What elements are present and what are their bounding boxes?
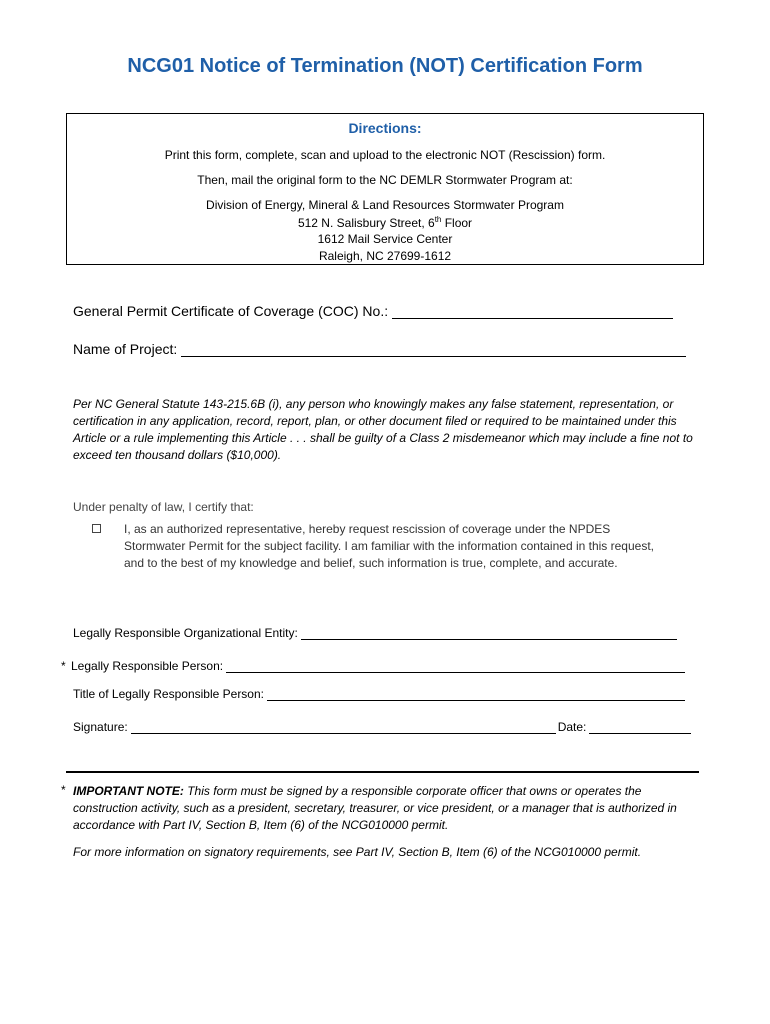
directions-heading: Directions:	[348, 120, 422, 136]
important-note	[73, 783, 693, 834]
address-line-2: 512 N. Salisbury Street, 6th Floor	[297, 215, 473, 230]
directions-line-2: Then, mail the original form to the NC DEMLR Stormwater Program at:	[197, 173, 573, 187]
coc-label: General Permit Certificate of Coverage (COC) No.:	[73, 303, 389, 319]
date-label: Date:	[557, 720, 587, 734]
person-input[interactable]	[226, 660, 685, 673]
title-field	[73, 687, 685, 701]
project-field	[73, 341, 686, 357]
title-label: Title of Legally Responsible Person:	[73, 687, 264, 701]
signature-label: Signature:	[73, 720, 128, 734]
signature-field	[73, 720, 691, 734]
directions-line-1: Print this form, complete, scan and upload to the electronic NOT (Rescission) form.	[164, 148, 606, 162]
penalty-intro: Under penalty of law, I certify that:	[73, 500, 254, 514]
entity-label: Legally Responsible Organizational Entity:	[73, 626, 298, 640]
coc-input[interactable]	[392, 304, 673, 319]
person-required-star: *	[61, 659, 66, 673]
person-field	[71, 659, 685, 673]
person-label: Legally Responsible Person:	[71, 659, 224, 673]
project-input[interactable]	[181, 342, 686, 357]
address-line-1: Division of Energy, Mineral & Land Resources Stormwater Program	[206, 198, 564, 212]
address-line-3: 1612 Mail Service Center	[317, 232, 453, 246]
important-note-star: *	[61, 783, 66, 797]
coc-field	[73, 303, 673, 319]
address-line-4: Raleigh, NC 27699-1612	[318, 249, 452, 263]
certification-checkbox[interactable]	[92, 524, 101, 533]
title-input[interactable]	[267, 688, 685, 701]
more-info-text: For more information on signatory requirements, see Part IV, Section B, Item (6) of the NCG010000 permit.	[73, 845, 642, 859]
date-input[interactable]	[589, 721, 691, 734]
important-note-text: This form must be signed by a responsible corporate officer that owns or operates the construction activity, such as a president, secretary, treasurer, or vice president, or a manager that is authorized in accordance with Part IV, Section B, Item (6) of the NCG010000 permit.	[73, 784, 677, 832]
statute-text: Per NC General Statute 143-215.6B (i), any person who knowingly makes any false statement, representation, or certification in any application, record, report, plan, or other document filed or required to be maintained under this Article or a rule implementing this Article . . . shall be guilty of a Class 2 misdemeanor which may include a fine not to exceed ten thousand dollars ($10,000).	[73, 397, 693, 462]
section-divider	[66, 771, 699, 773]
important-note-label: IMPORTANT NOTE:	[73, 784, 184, 798]
directions-box	[66, 113, 704, 265]
signature-input[interactable]	[131, 721, 556, 734]
certification-text: I, as an authorized representative, hereby request rescission of coverage under the NPDES Stormwater Permit for the subject facility. I am familiar with the information contained in this request, and to the best of my knowledge and belief, such information is true, complete, and accurate.	[124, 522, 654, 570]
entity-input[interactable]	[301, 627, 677, 640]
project-label: Name of Project:	[73, 341, 178, 357]
entity-field	[73, 626, 677, 640]
page-title: NCG01 Notice of Termination (NOT) Certification Form	[127, 55, 643, 77]
